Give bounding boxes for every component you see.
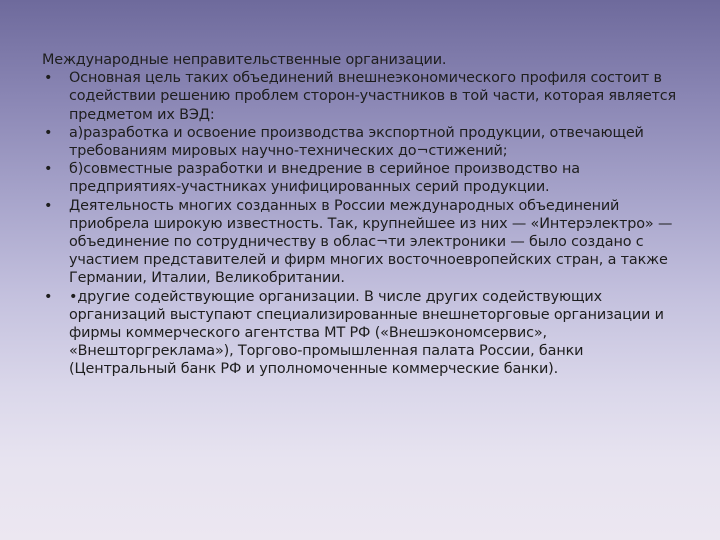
bullet-text: Деятельность многих созданных в России международных объединений приобрела широкую известность. Так, крупнейшее из них — «Интерэлектро» — объединение по сотрудничеству в облас¬ти электроники — было создано с участием представителей и фирм многих восточноевропейских стран, а также Германии, Италии, Великобритании. xyxy=(69,197,673,287)
slide-content xyxy=(42,51,682,379)
bullet-marker: • xyxy=(44,70,53,87)
bullet-item-4 xyxy=(42,197,682,288)
bullet-text: Основная цель таких объединений внешнеэкономического профиля состоит в содействии решению проблем сторон-участников в той части, которая является предметом их ВЭД: xyxy=(69,70,677,123)
bullet-item-5 xyxy=(42,288,682,379)
bullet-item-2 xyxy=(42,124,682,160)
bullet-list xyxy=(42,69,682,378)
bullet-text: б)совместные разработки и внедрение в серийное производство на предприятиях-участниках унифицированных серий продукции. xyxy=(69,161,580,196)
bullet-item-1 xyxy=(42,69,682,124)
bullet-marker: • xyxy=(44,124,53,141)
bullet-text: а)разработка и освоение производства экспортной продукции, отвечающей требованиям мировых научно-технических до¬стижений; xyxy=(69,124,644,160)
bullet-marker: • xyxy=(44,197,53,214)
bullet-text: •другие содействующие организации. В числе других содействующих организаций выступают специализированные внешнеторговые организации и фирмы коммерческого агентства МТ РФ («Внешэкономсервис», «Внешторгреклама»), Торгово-промышленная палата России, банки (Центральный банк РФ и уполномоченные коммерческие банки). xyxy=(69,288,664,378)
bullet-marker: • xyxy=(44,288,53,305)
slide-heading: Международные неправительственные организации. xyxy=(42,52,447,68)
bullet-item-3 xyxy=(42,160,682,196)
bullet-marker: • xyxy=(44,161,53,178)
